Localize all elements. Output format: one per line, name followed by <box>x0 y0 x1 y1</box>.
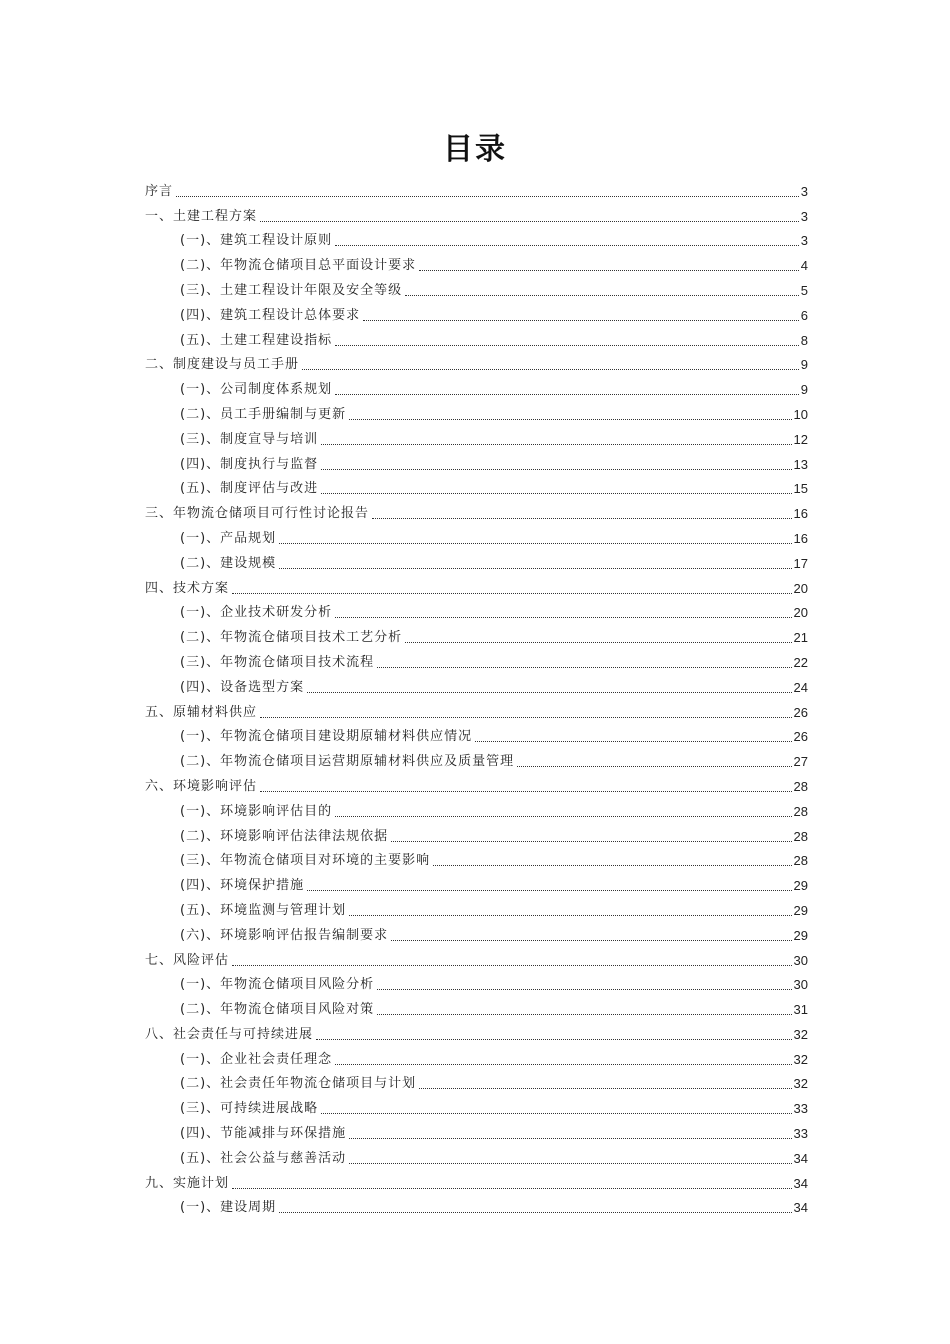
toc-list <box>145 175 808 1216</box>
toc-entry-section[interactable] <box>145 597 808 622</box>
toc-page-number: 30 <box>793 952 808 968</box>
toc-dot-leader <box>232 965 792 966</box>
toc-page-number: 32 <box>793 1051 808 1067</box>
toc-entry-chapter[interactable] <box>145 175 808 200</box>
toc-entry-label: (三)、土建工程设计年限及安全等级 <box>180 282 403 298</box>
toc-dot-leader <box>349 1138 791 1139</box>
toc-page-number: 20 <box>793 580 808 596</box>
toc-entry-section[interactable] <box>145 894 808 919</box>
toc-page-number: 10 <box>793 406 808 422</box>
toc-entry-section[interactable] <box>145 1142 808 1167</box>
toc-entry-label: (三)、可持续进展战略 <box>180 1101 319 1117</box>
toc-page-number: 22 <box>793 654 808 670</box>
toc-page-number: 17 <box>793 555 808 571</box>
toc-dot-leader <box>335 617 791 618</box>
toc-entry-label: (二)、环境影响评估法律法规依据 <box>180 828 389 844</box>
toc-entry-label: (五)、土建工程建设指标 <box>180 332 333 348</box>
toc-page-number: 3 <box>800 208 808 224</box>
toc-page-number: 33 <box>793 1101 808 1117</box>
toc-page-number: 9 <box>800 382 808 398</box>
toc-page-number: 29 <box>793 902 808 918</box>
toc-entry-chapter[interactable] <box>145 944 808 969</box>
toc-entry-label: 七、风险评估 <box>145 952 230 968</box>
toc-page-number: 16 <box>793 506 808 522</box>
toc-entry-label: (三)、年物流仓储项目技术流程 <box>180 654 375 670</box>
toc-entry-label: (一)、公司制度体系规划 <box>180 382 333 398</box>
toc-entry-label: 一、土建工程方案 <box>145 208 258 224</box>
toc-entry-section[interactable] <box>145 324 808 349</box>
toc-dot-leader <box>349 419 791 420</box>
toc-entry-section[interactable] <box>145 621 808 646</box>
toc-page-number: 29 <box>793 927 808 943</box>
toc-entry-section[interactable] <box>145 993 808 1018</box>
toc-entry-label: (一)、企业社会责任理念 <box>180 1051 333 1067</box>
toc-page-number: 13 <box>793 456 808 472</box>
toc-page-number: 34 <box>793 1175 808 1191</box>
toc-entry-chapter[interactable] <box>145 572 808 597</box>
toc-entry-section[interactable] <box>145 225 808 250</box>
toc-entry-section[interactable] <box>145 1192 808 1217</box>
toc-dot-leader <box>321 469 791 470</box>
toc-page-number: 27 <box>793 754 808 770</box>
toc-entry-section[interactable] <box>145 299 808 324</box>
toc-entry-section[interactable] <box>145 522 808 547</box>
toc-dot-leader <box>307 890 791 891</box>
toc-entry-label: (四)、制度执行与监督 <box>180 456 319 472</box>
toc-dot-leader <box>419 1088 791 1089</box>
toc-entry-label: 八、社会责任与可持续进展 <box>145 1026 314 1042</box>
toc-page-number: 20 <box>793 605 808 621</box>
toc-dot-leader <box>349 1163 791 1164</box>
toc-dot-leader <box>232 1188 792 1189</box>
toc-dot-leader <box>260 791 792 792</box>
toc-entry-section[interactable] <box>145 745 808 770</box>
toc-entry-label: (二)、年物流仓储项目风险对策 <box>180 1002 375 1018</box>
toc-page-number: 16 <box>793 530 808 546</box>
toc-dot-leader <box>363 320 799 321</box>
toc-page-number: 29 <box>793 878 808 894</box>
toc-page-number: 34 <box>793 1150 808 1166</box>
toc-entry-chapter[interactable] <box>145 696 808 721</box>
toc-entry-label: (四)、设备选型方案 <box>180 679 305 695</box>
toc-page-number: 28 <box>793 828 808 844</box>
toc-page-number: 5 <box>800 282 808 298</box>
toc-entry-label: (五)、环境监测与管理计划 <box>180 902 347 918</box>
toc-page-number: 4 <box>800 258 808 274</box>
toc-dot-leader <box>321 444 791 445</box>
toc-entry-label: 四、技术方案 <box>145 580 230 596</box>
toc-page-number: 21 <box>793 630 808 646</box>
toc-page-number: 3 <box>800 183 808 199</box>
toc-entry-label: (一)、建设周期 <box>180 1200 277 1216</box>
toc-page-number: 3 <box>800 233 808 249</box>
toc-page-number: 31 <box>793 1002 808 1018</box>
toc-entry-section[interactable] <box>145 795 808 820</box>
toc-entry-section[interactable] <box>145 547 808 572</box>
toc-dot-leader <box>260 717 792 718</box>
toc-entry-section[interactable] <box>145 869 808 894</box>
toc-entry-section[interactable] <box>145 721 808 746</box>
toc-dot-leader <box>391 940 791 941</box>
toc-entry-label: (二)、年物流仓储项目技术工艺分析 <box>180 630 403 646</box>
toc-entry-label: (一)、建筑工程设计原则 <box>180 233 333 249</box>
toc-entry-section[interactable] <box>145 1068 808 1093</box>
toc-page-number: 9 <box>800 357 808 373</box>
toc-entry-label: (一)、产品规划 <box>180 530 277 546</box>
toc-entry-label: (一)、环境影响评估目的 <box>180 803 333 819</box>
toc-page-number: 32 <box>793 1026 808 1042</box>
toc-entry-section[interactable] <box>145 274 808 299</box>
toc-entry-label: 序言 <box>145 183 174 199</box>
toc-page-number: 28 <box>793 803 808 819</box>
toc-entry-section[interactable] <box>145 646 808 671</box>
toc-entry-label: (五)、社会公益与慈善活动 <box>180 1150 347 1166</box>
toc-entry-label: (二)、年物流仓储项目运营期原辅材料供应及质量管理 <box>180 754 515 770</box>
toc-entry-section[interactable] <box>145 671 808 696</box>
toc-entry-chapter[interactable] <box>145 1018 808 1043</box>
toc-entry-label: (五)、制度评估与改进 <box>180 481 319 497</box>
toc-dot-leader <box>307 692 791 693</box>
toc-entry-section[interactable] <box>145 373 808 398</box>
toc-dot-leader <box>321 1113 791 1114</box>
toc-dot-leader <box>232 593 792 594</box>
toc-entry-chapter[interactable] <box>145 1167 808 1192</box>
toc-dot-leader <box>419 270 799 271</box>
toc-entry-label: (二)、社会责任年物流仓储项目与计划 <box>180 1076 417 1092</box>
toc-entry-chapter[interactable] <box>145 200 808 225</box>
toc-entry-label: (二)、建设规模 <box>180 555 277 571</box>
toc-dot-leader <box>517 766 791 767</box>
toc-entry-label: 五、原辅材料供应 <box>145 704 258 720</box>
toc-page-number: 33 <box>793 1126 808 1142</box>
toc-entry-section[interactable] <box>145 820 808 845</box>
toc-entry-section[interactable] <box>145 423 808 448</box>
toc-page-number: 8 <box>800 332 808 348</box>
toc-dot-leader <box>335 816 791 817</box>
toc-page-number: 15 <box>793 481 808 497</box>
toc-page-number: 12 <box>793 431 808 447</box>
toc-page-number: 28 <box>793 778 808 794</box>
toc-dot-leader <box>377 989 791 990</box>
toc-dot-leader <box>405 295 799 296</box>
toc-page-number: 26 <box>793 704 808 720</box>
toc-dot-leader <box>405 642 791 643</box>
toc-entry-label: (三)、制度宣导与培训 <box>180 431 319 447</box>
toc-dot-leader <box>302 369 799 370</box>
toc-entry-label: (四)、建筑工程设计总体要求 <box>180 307 361 323</box>
toc-entry-section[interactable] <box>145 1117 808 1142</box>
toc-entry-section[interactable] <box>145 1092 808 1117</box>
toc-dot-leader <box>377 1014 791 1015</box>
toc-entry-label: (二)、员工手册编制与更新 <box>180 406 347 422</box>
toc-dot-leader <box>433 865 791 866</box>
toc-page-number: 28 <box>793 853 808 869</box>
toc-entry-label: 三、年物流仓储项目可行性讨论报告 <box>145 506 370 522</box>
toc-page-number: 26 <box>793 729 808 745</box>
toc-dot-leader <box>316 1039 792 1040</box>
toc-entry-section[interactable] <box>145 969 808 994</box>
toc-page-number: 32 <box>793 1076 808 1092</box>
toc-title: 目录 <box>443 132 507 167</box>
toc-entry-section[interactable] <box>145 919 808 944</box>
toc-entry-label: (四)、环境保护措施 <box>180 878 305 894</box>
toc-entry-chapter[interactable] <box>145 497 808 522</box>
toc-entry-section[interactable] <box>145 845 808 870</box>
toc-entry-section[interactable] <box>145 473 808 498</box>
toc-dot-leader <box>372 518 792 519</box>
toc-entry-label: (一)、年物流仓储项目建设期原辅材料供应情况 <box>180 729 473 745</box>
toc-entry-label: 九、实施计划 <box>145 1175 230 1191</box>
toc-dot-leader <box>279 543 791 544</box>
toc-entry-label: (四)、节能减排与环保措施 <box>180 1126 347 1142</box>
toc-entry-section[interactable] <box>145 1043 808 1068</box>
toc-dot-leader <box>176 196 799 197</box>
toc-page-number: 6 <box>800 307 808 323</box>
toc-entry-label: (二)、年物流仓储项目总平面设计要求 <box>180 258 417 274</box>
toc-dot-leader <box>279 1212 791 1213</box>
toc-dot-leader <box>260 221 799 222</box>
toc-entry-chapter[interactable] <box>145 349 808 374</box>
toc-entry-label: (三)、年物流仓储项目对环境的主要影响 <box>180 853 431 869</box>
toc-entry-section[interactable] <box>145 249 808 274</box>
toc-dot-leader <box>475 741 791 742</box>
toc-dot-leader <box>279 568 791 569</box>
toc-entry-section[interactable] <box>145 398 808 423</box>
toc-page-number: 24 <box>793 679 808 695</box>
toc-entry-label: 二、制度建设与员工手册 <box>145 357 300 373</box>
toc-dot-leader <box>349 915 791 916</box>
toc-entry-label: (六)、环境影响评估报告编制要求 <box>180 927 389 943</box>
toc-entry-section[interactable] <box>145 448 808 473</box>
toc-entry-label: 六、环境影响评估 <box>145 778 258 794</box>
toc-dot-leader <box>335 394 799 395</box>
toc-dot-leader <box>391 841 791 842</box>
toc-entry-label: (一)、年物流仓储项目风险分析 <box>180 977 375 993</box>
toc-page-number: 30 <box>793 977 808 993</box>
toc-page-number: 34 <box>793 1200 808 1216</box>
toc-dot-leader <box>335 345 799 346</box>
toc-dot-leader <box>335 245 799 246</box>
toc-dot-leader <box>335 1064 791 1065</box>
toc-dot-leader <box>321 493 791 494</box>
toc-entry-label: (一)、企业技术研发分析 <box>180 605 333 621</box>
toc-entry-chapter[interactable] <box>145 770 808 795</box>
toc-dot-leader <box>377 667 791 668</box>
